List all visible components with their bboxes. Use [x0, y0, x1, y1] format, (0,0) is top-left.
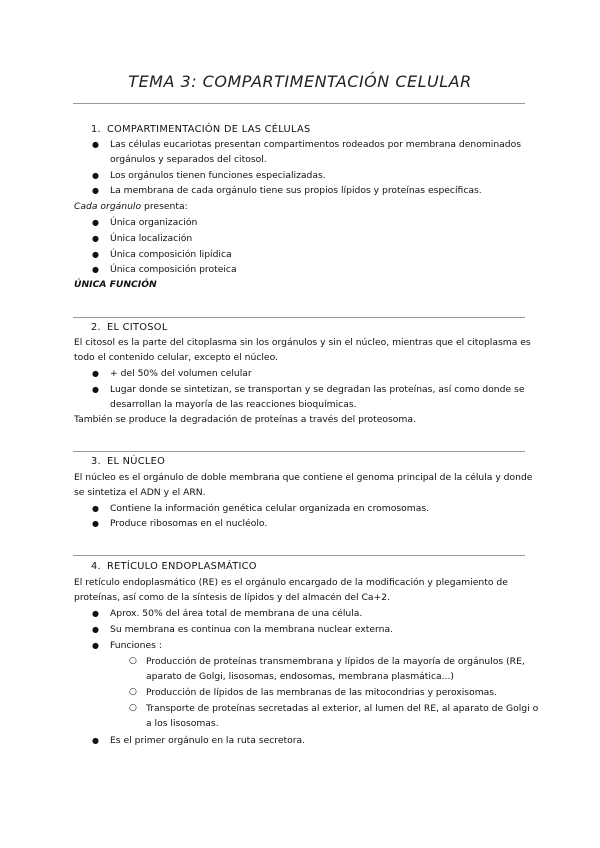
section-divider [73, 317, 525, 318]
section-3-intro-line-2: se sintetiza el ADN y el ARN. [74, 487, 206, 498]
document-title: TEMA 3: COMPARTIMENTACIÓN CELULAR [128, 72, 472, 91]
section-4-function-1-line-2: aparato de Golgi, lisosomas, endosomas, membrana plasmática...) [146, 671, 454, 682]
section-2-intro-line-2: todo el contenido celular, excepto el núcleo. [74, 352, 278, 363]
section-2-bullet-2-line-2: desarrollan la mayoría de las reacciones bioquímicas. [110, 399, 357, 410]
bullet-icon: ● [92, 250, 99, 259]
section-4-bullet-1: Aprox. 50% del área total de membrana de una célula. [110, 608, 363, 619]
section-1-heading: 1. COMPARTIMENTACIÓN DE LAS CÉLULAS [91, 124, 311, 135]
circle-bullet-icon: ○ [129, 703, 137, 713]
bullet-icon: ● [92, 609, 99, 618]
section-4-function-3-line-1: Transporte de proteínas secretadas al exterior, al lumen del RE, al aparato de Golgi o [146, 703, 539, 714]
section-3-heading: 3. EL NÚCLEO [91, 456, 166, 467]
section-2-heading: 2. EL CITOSOL [91, 322, 168, 333]
section-3-intro-line-1: El núcleo es el orgánulo de doble membrana que contiene el genoma principal de la célula y donde [74, 472, 533, 483]
section-4-function-2: Producción de lípidos de las membranas de las mitocondrias y peroxisomas. [146, 687, 498, 698]
bullet-icon: ● [92, 385, 99, 394]
section-1-bullet-2: Los orgánulos tienen funciones especializadas. [110, 170, 326, 181]
section-4-last-bullet: Es el primer orgánulo en la ruta secretora. [110, 735, 306, 746]
section-4-function-1-line-1: Producción de proteínas transmembrana y lípidos de la mayoría de orgánulos (RE, [146, 656, 525, 667]
bullet-icon: ● [92, 369, 99, 378]
bullet-icon: ● [92, 504, 99, 513]
bullet-icon: ● [92, 519, 99, 528]
bullet-icon: ● [92, 171, 99, 180]
section-1-subheading: Cada orgánulo presenta: [74, 201, 188, 212]
section-1-closing: ÚNICA FUNCIÓN [74, 279, 157, 290]
section-divider [73, 555, 525, 556]
section-4-bullet-2: Su membrana es continua con la membrana nuclear externa. [110, 624, 394, 635]
bullet-icon: ● [92, 265, 99, 274]
bullet-icon: ● [92, 234, 99, 243]
section-3-bullet-1: Contiene la información genética celular organizada en cromosomas. [110, 503, 430, 514]
section-2-intro-line-1: El citosol es la parte del citoplasma sin los orgánulos y sin el núcleo, mientras que el citoplasma es [74, 337, 531, 348]
section-2-bullet-2-line-1: Lugar donde se sintetizan, se transportan y se degradan las proteínas, así como donde se [110, 384, 525, 395]
section-1-sub-bullet-3: Única composición lipídica [110, 249, 232, 260]
bullet-icon: ● [92, 625, 99, 634]
section-1-sub-bullet-1: Única organización [110, 217, 198, 228]
title-divider [73, 103, 525, 104]
section-4-intro-line-1: El retículo endoplasmático (RE) es el orgánulo encargado de la modificación y plegamiento de [74, 577, 508, 588]
bullet-icon: ● [92, 186, 99, 195]
section-1-bullet-1-line-2: orgánulos y separados del citosol. [110, 154, 267, 165]
circle-bullet-icon: ○ [129, 687, 137, 697]
circle-bullet-icon: ○ [129, 656, 137, 666]
section-1-sub-bullet-4: Única composición proteica [110, 264, 237, 275]
section-2-closing: También se produce la degradación de proteínas a través del proteosoma. [74, 414, 416, 425]
section-4-heading: 4. RETÍCULO ENDOPLASMÁTICO [91, 561, 257, 572]
section-2-bullet-1: + del 50% del volumen celular [110, 368, 252, 379]
section-1-bullet-3: La membrana de cada orgánulo tiene sus propios lípidos y proteínas específicas. [110, 185, 482, 196]
section-1-sub-bullet-2: Única localización [110, 233, 193, 244]
bullet-icon: ● [92, 218, 99, 227]
section-divider [73, 451, 525, 452]
section-4-function-3-line-2: a los lisosomas. [146, 718, 219, 729]
section-4-intro-line-2: proteínas, así como de la síntesis de lípidos y del almacén del Ca+2. [74, 592, 390, 603]
bullet-icon: ● [92, 736, 99, 745]
section-4-bullet-3: Funciones : [110, 640, 162, 651]
bullet-icon: ● [92, 641, 99, 650]
section-3-bullet-2: Produce ribosomas en el nucléolo. [110, 518, 268, 529]
section-1-bullet-1-line-1: Las células eucariotas presentan compartimentos rodeados por membrana denominados [110, 139, 522, 150]
bullet-icon: ● [92, 140, 99, 149]
